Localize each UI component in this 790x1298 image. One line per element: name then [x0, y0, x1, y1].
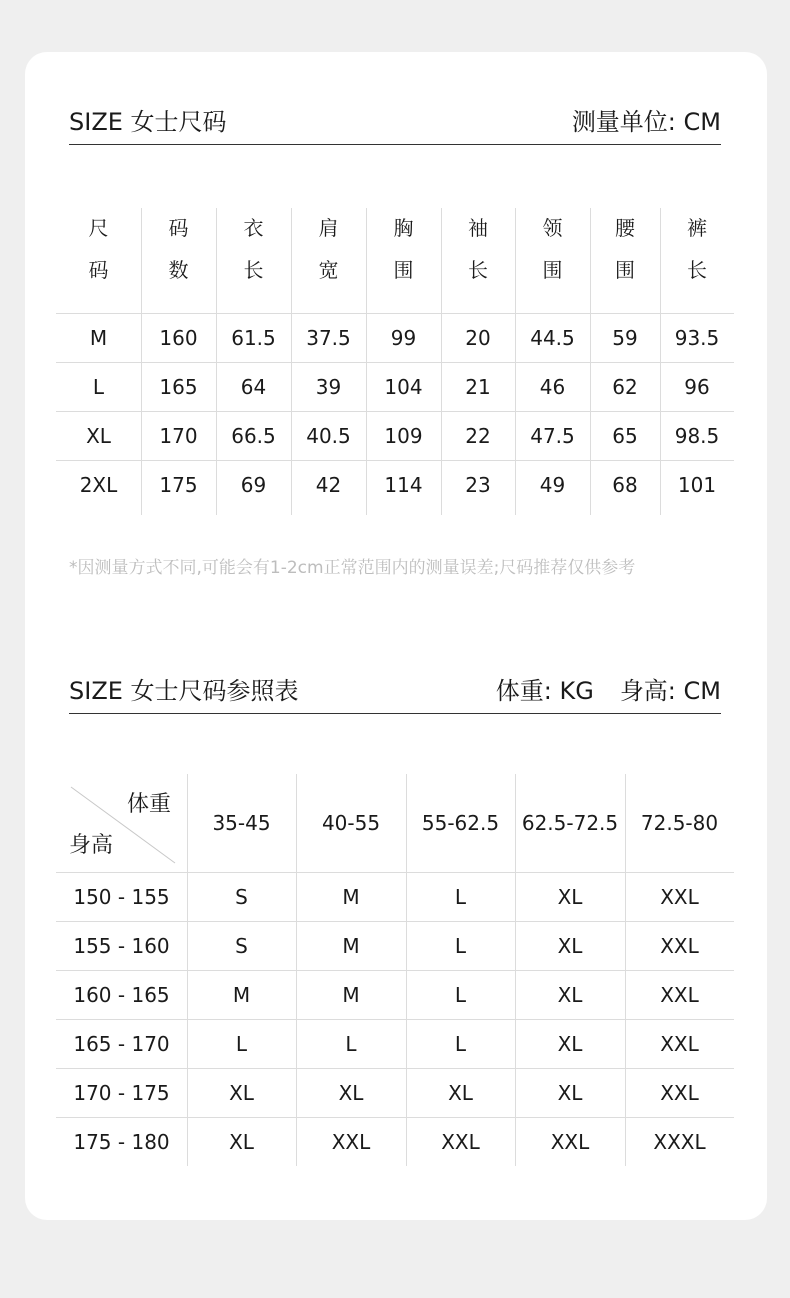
column-header-line2: 长 — [243, 258, 264, 282]
ref-table-header — [69, 677, 721, 714]
column-header-line2: 围 — [615, 258, 635, 282]
table-cell: 160 — [159, 325, 198, 350]
column-header — [291, 204, 366, 294]
table-cell: 104 — [384, 374, 423, 399]
corner-height-label: 身高 — [69, 833, 114, 858]
size-cell: XXL — [660, 982, 699, 1007]
table-cell: 21 — [465, 374, 491, 399]
table-cell: 47.5 — [530, 423, 575, 448]
table-cell: 59 — [612, 325, 638, 350]
size-cell: L — [235, 1031, 248, 1056]
column-header — [216, 204, 291, 294]
column-header-line1: 肩 — [318, 216, 339, 240]
size-cell: XXL — [660, 1080, 699, 1105]
size-cell: XL — [557, 1031, 583, 1056]
size-cell: XL — [557, 1080, 583, 1105]
size-cell: M — [342, 933, 360, 958]
table-cell: 109 — [384, 423, 423, 448]
table-cell: M — [89, 325, 108, 350]
height-range-cell: 160 - 165 — [73, 982, 170, 1007]
column-header-line2: 宽 — [318, 258, 339, 282]
height-range-cell: 165 - 170 — [73, 1031, 170, 1056]
table-cell: 20 — [465, 325, 491, 350]
table-cell: 93.5 — [674, 325, 720, 350]
height-unit: 身高: CM — [619, 677, 721, 705]
size-cell: M — [342, 982, 360, 1007]
column-header-line2: 围 — [542, 258, 563, 282]
table-cell: 46 — [539, 374, 566, 399]
size-cell: XXL — [550, 1129, 590, 1154]
table-cell: 64 — [240, 374, 267, 399]
size-cell: L — [454, 884, 467, 909]
column-header-line2: 长 — [687, 258, 707, 282]
column-header — [590, 204, 660, 294]
column-header-line1: 胸 — [393, 216, 414, 240]
table-cell: 66.5 — [231, 423, 276, 448]
table-cell: 101 — [677, 472, 717, 497]
size-cell: XXXL — [653, 1129, 706, 1154]
measurement-note: *因测量方式不同,可能会有1-2cm正常范围内的测量误差;尺码推荐仅供参考 — [69, 558, 636, 578]
size-cell: M — [342, 884, 360, 909]
column-header-line2: 数 — [168, 258, 189, 282]
column-header-line2: 码 — [88, 258, 109, 282]
size-cell: XL — [229, 1080, 254, 1105]
size-table-title: SIZE 女士尺码 — [69, 108, 227, 136]
table-cell: 65 — [612, 423, 638, 448]
size-table-unit: 测量单位: CM — [571, 108, 721, 136]
size-cell: XL — [338, 1080, 364, 1105]
size-cell: L — [454, 1031, 467, 1056]
size-cell: XXL — [331, 1129, 371, 1154]
size-cell: XL — [557, 982, 583, 1007]
table-cell: 39 — [315, 374, 342, 399]
size-cell: XL — [557, 933, 583, 958]
table-cell: 170 — [159, 423, 198, 448]
table-cell: XL — [86, 423, 111, 448]
table-cell: 99 — [390, 325, 417, 350]
corner-weight-label: 体重 — [127, 792, 172, 817]
size-cell: XXL — [441, 1129, 480, 1154]
size-cell: XL — [448, 1080, 473, 1105]
table-cell: 69 — [240, 472, 267, 497]
table-cell: 98.5 — [674, 423, 720, 448]
ref-table-title: SIZE 女士尺码参照表 — [69, 677, 299, 705]
table-cell: 22 — [465, 423, 491, 448]
height-range-cell: 170 - 175 — [73, 1080, 170, 1105]
table-cell: 62 — [612, 374, 638, 399]
column-header-line2: 长 — [468, 258, 488, 282]
weight-header: 72.5-80 — [640, 811, 719, 835]
table-cell: 175 — [159, 472, 198, 497]
weight-header: 62.5-72.5 — [521, 811, 619, 835]
size-table-header — [69, 108, 721, 145]
column-header-line1: 腰 — [615, 216, 635, 240]
weight-unit: 体重: KG — [495, 677, 594, 705]
table-cell: 165 — [159, 374, 198, 399]
size-cell: XL — [229, 1129, 254, 1154]
table-cell: 23 — [465, 472, 491, 497]
size-cell: XXL — [660, 933, 699, 958]
height-range-cell: 175 - 180 — [73, 1129, 170, 1154]
column-header-line1: 尺 — [88, 216, 109, 240]
column-header-line1: 衣 — [243, 216, 264, 240]
table-cell: 40.5 — [306, 423, 351, 448]
column-header — [515, 204, 590, 294]
table-cell: 68 — [612, 472, 638, 497]
height-range-cell: 150 - 155 — [73, 884, 170, 909]
size-cell: XL — [557, 884, 583, 909]
table-cell: 96 — [684, 374, 710, 399]
table-cell: 114 — [384, 472, 423, 497]
column-header-line1: 领 — [542, 216, 563, 240]
column-header-line1: 袖 — [468, 216, 488, 240]
size-cell: S — [235, 933, 248, 958]
table-cell: 49 — [539, 472, 566, 497]
size-cell: S — [235, 884, 248, 909]
table-cell: 61.5 — [231, 325, 276, 350]
weight-header: 40-55 — [321, 811, 381, 835]
size-cell: XXL — [660, 1031, 699, 1056]
column-header — [141, 204, 216, 294]
size-cell: XXL — [660, 884, 699, 909]
column-header — [56, 204, 141, 294]
height-range-cell: 155 - 160 — [73, 933, 170, 958]
table-cell: 37.5 — [306, 325, 351, 350]
size-cell: L — [345, 1031, 357, 1056]
table-cell: 44.5 — [530, 325, 575, 350]
size-cell: M — [232, 982, 251, 1007]
table-cell: 42 — [315, 472, 342, 497]
column-header — [660, 204, 734, 294]
column-header-line1: 码 — [168, 216, 189, 240]
column-header — [366, 204, 441, 294]
column-header-line2: 围 — [393, 258, 414, 282]
table-cell: L — [92, 374, 105, 399]
size-cell: L — [454, 933, 467, 958]
table-cell: 2XL — [79, 472, 118, 497]
weight-header: 55-62.5 — [421, 811, 500, 835]
size-cell: L — [454, 982, 467, 1007]
column-header-line1: 裤 — [687, 216, 707, 240]
weight-header: 35-45 — [212, 811, 271, 835]
column-header — [441, 204, 515, 294]
